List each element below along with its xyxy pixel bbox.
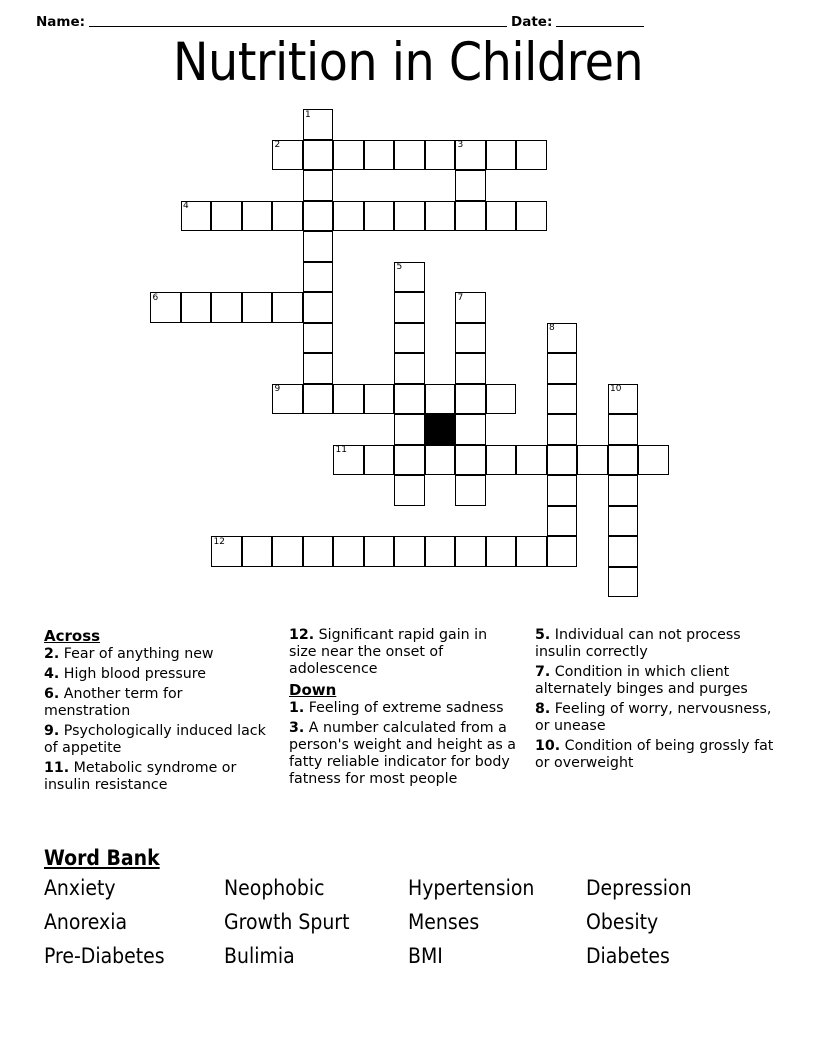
crossword-cell[interactable] [455, 353, 486, 384]
crossword-cell[interactable] [486, 140, 517, 171]
down-heading: Down [289, 681, 337, 699]
crossword-cell[interactable] [394, 201, 425, 232]
crossword-cell[interactable] [333, 201, 364, 232]
crossword-cell[interactable] [211, 292, 242, 323]
clue-across-6[interactable] [44, 686, 271, 720]
clue-across-4[interactable] [44, 666, 271, 683]
clue-text: Condition of being grossly fat or overweight [535, 738, 774, 771]
clue-column-left [44, 627, 289, 797]
clue-number: 9. [44, 723, 60, 739]
clues-section [44, 627, 780, 797]
crossword-cell[interactable] [516, 445, 547, 476]
clue-number: 2. [44, 646, 60, 662]
crossword-cell[interactable] [547, 353, 578, 384]
crossword-cell[interactable] [547, 506, 578, 537]
crossword-cell[interactable] [425, 140, 456, 171]
crossword-cell[interactable] [303, 536, 334, 567]
crossword-cell[interactable] [547, 445, 578, 476]
clue-number: 1. [289, 700, 305, 716]
crossword-cell-number: 4 [183, 201, 189, 211]
word-bank-item[interactable]: Neophobic [224, 876, 325, 900]
clue-down-3[interactable] [289, 720, 517, 788]
clue-text: Another term for menstration [44, 686, 183, 719]
crossword-cell[interactable] [333, 140, 364, 171]
crossword-cell[interactable] [608, 445, 639, 476]
crossword-cell[interactable] [394, 414, 425, 445]
crossword-cell[interactable] [211, 201, 242, 232]
crossword-cell[interactable] [272, 140, 303, 171]
crossword-cell-number: 7 [457, 292, 464, 303]
clue-text: Psychologically induced lack of appetite [44, 723, 266, 756]
crossword-cell[interactable] [547, 475, 578, 506]
clue-column-middle [289, 627, 535, 791]
crossword-cell[interactable] [455, 292, 486, 323]
word-bank-item[interactable]: Bulimia [224, 944, 295, 968]
crossword-cell[interactable] [455, 414, 486, 445]
crossword-cell[interactable] [333, 536, 364, 567]
clue-text: Individual can not process insulin correctly [535, 627, 741, 660]
crossword-cell[interactable] [394, 292, 425, 323]
clue-down-5[interactable] [535, 627, 780, 661]
crossword-cell[interactable] [516, 201, 547, 232]
word-bank-item[interactable]: Menses [408, 910, 480, 934]
crossword-cell[interactable] [608, 506, 639, 537]
word-bank-item[interactable]: Depression [586, 876, 692, 900]
word-bank-item[interactable]: Anorexia [44, 910, 128, 934]
crossword-cell[interactable] [608, 536, 639, 567]
crossword-cell[interactable] [547, 414, 578, 445]
crossword-cell[interactable] [455, 445, 486, 476]
word-bank-item[interactable]: Growth Spurt [224, 910, 350, 934]
crossword-cell[interactable] [547, 323, 578, 354]
crossword-cell[interactable] [608, 475, 639, 506]
crossword-cell[interactable] [425, 445, 456, 476]
crossword-cell[interactable] [516, 536, 547, 567]
crossword-cell[interactable] [394, 384, 425, 415]
clue-number: 6. [44, 686, 60, 702]
crossword-cell[interactable] [364, 536, 395, 567]
crossword-cell[interactable] [150, 292, 181, 323]
crossword-cell[interactable] [638, 445, 669, 476]
date-label: Date: [511, 14, 553, 30]
word-bank-list [44, 874, 784, 971]
crossword-cell-number: 2 [274, 140, 281, 150]
clue-across-12[interactable] [289, 627, 517, 678]
crossword-cell[interactable] [486, 536, 517, 567]
crossword-cell[interactable] [364, 140, 395, 171]
clue-down-7[interactable] [535, 664, 780, 698]
crossword-cell[interactable] [333, 384, 364, 415]
crossword-cell[interactable] [455, 323, 486, 354]
clue-number: 10. [535, 738, 561, 754]
clue-text: Condition in which client alternately binges and purges [535, 664, 748, 697]
crossword-cell[interactable] [303, 201, 334, 232]
crossword-cell[interactable] [394, 262, 425, 293]
clue-number: 11. [44, 760, 70, 776]
word-bank-item[interactable]: Hypertension [408, 876, 535, 900]
crossword-cell[interactable] [455, 536, 486, 567]
word-bank-item[interactable]: Diabetes [586, 944, 670, 968]
crossword-cell[interactable] [577, 445, 608, 476]
word-bank-item[interactable]: Anxiety [44, 876, 116, 900]
crossword-cell[interactable] [608, 384, 639, 415]
crossword-cell[interactable] [303, 384, 334, 415]
crossword-cell[interactable] [272, 292, 303, 323]
crossword-cell[interactable] [242, 292, 273, 323]
clue-number: 3. [289, 720, 305, 736]
crossword-cell-number: 11 [335, 445, 347, 455]
crossword-cell-number: 10 [610, 384, 622, 394]
crossword-cell[interactable] [486, 445, 517, 476]
clue-text: A number calculated from a person's weight and height as a fatty reliable indicator for body fatness for most people [289, 720, 516, 787]
crossword-cell[interactable] [425, 201, 456, 232]
crossword-cell[interactable] [394, 475, 425, 506]
word-bank-heading: Word Bank [44, 846, 160, 870]
crossword-cell[interactable] [364, 445, 395, 476]
crossword-cell[interactable] [303, 231, 334, 262]
clue-number: 4. [44, 666, 60, 682]
crossword-cell-number: 12 [213, 536, 225, 547]
clue-text: Feeling of worry, nervousness, or unease [535, 701, 772, 734]
crossword-cell[interactable] [272, 201, 303, 232]
crossword-cell[interactable] [394, 536, 425, 567]
crossword-cell[interactable] [455, 475, 486, 506]
crossword-cell[interactable] [303, 323, 334, 354]
crossword-cell[interactable] [394, 445, 425, 476]
crossword-cell[interactable] [303, 262, 334, 293]
clue-text: Feeling of extreme sadness [308, 700, 504, 716]
clue-number: 5. [535, 627, 551, 643]
crossword-cell[interactable] [364, 384, 395, 415]
crossword-cell-number: 9 [274, 384, 281, 394]
crossword-cell-number: 1 [305, 109, 311, 120]
crossword-blocked-cell [425, 414, 456, 445]
page-title: Nutrition in Children [172, 32, 644, 93]
crossword-cell[interactable] [608, 414, 639, 445]
crossword-cell[interactable] [425, 384, 456, 415]
crossword-cell[interactable] [486, 384, 517, 415]
clue-down-10[interactable] [535, 738, 780, 772]
clue-down-8[interactable] [535, 701, 780, 735]
crossword-cell[interactable] [303, 170, 334, 201]
crossword-cell[interactable] [211, 536, 242, 567]
crossword-cell[interactable] [364, 201, 395, 232]
crossword-cell[interactable] [486, 201, 517, 232]
crossword-cell[interactable] [425, 536, 456, 567]
crossword-cell[interactable] [394, 140, 425, 171]
clue-text: Metabolic syndrome or insulin resistance [44, 760, 237, 793]
clue-number: 8. [535, 701, 551, 717]
crossword-cell[interactable] [455, 201, 486, 232]
clue-number: 7. [535, 664, 551, 680]
crossword-cell[interactable] [394, 353, 425, 384]
crossword-cell[interactable] [181, 292, 212, 323]
crossword-cell[interactable] [272, 384, 303, 415]
word-bank-item[interactable]: Obesity [586, 910, 659, 934]
clue-text: Significant rapid gain in size near the onset of adolescence [289, 627, 488, 677]
crossword-cell[interactable] [303, 109, 334, 140]
crossword-cell[interactable] [547, 536, 578, 567]
clue-text: Fear of anything new [63, 646, 214, 662]
name-label: Name: [36, 14, 86, 30]
crossword-cell[interactable] [181, 201, 212, 232]
crossword-cell[interactable] [303, 292, 334, 323]
crossword-cell-number: 3 [457, 140, 464, 150]
crossword-cell-number: 5 [396, 262, 403, 272]
crossword-cell[interactable] [547, 384, 578, 415]
crossword-cell-number: 8 [549, 323, 555, 333]
word-bank-item[interactable]: BMI [408, 944, 443, 968]
clue-number: 12. [289, 627, 315, 643]
word-bank-section [44, 845, 784, 971]
word-bank-item[interactable]: Pre-Diabetes [44, 944, 165, 968]
clue-across-9[interactable] [44, 723, 271, 757]
crossword-cell[interactable] [455, 170, 486, 201]
crossword-cell[interactable] [455, 140, 486, 171]
crossword-cell[interactable] [242, 536, 273, 567]
clue-across-2[interactable] [44, 646, 271, 663]
crossword-cell[interactable] [242, 201, 273, 232]
crossword-cell[interactable] [272, 536, 303, 567]
across-heading: Across [44, 627, 101, 645]
clue-across-11[interactable] [44, 760, 271, 794]
crossword-cell-number: 6 [152, 292, 159, 303]
crossword-cell[interactable] [333, 445, 364, 476]
crossword-cell[interactable] [516, 140, 547, 171]
clue-text: High blood pressure [63, 666, 207, 682]
crossword-cell[interactable] [303, 353, 334, 384]
crossword-cell[interactable] [455, 384, 486, 415]
crossword-cell[interactable] [608, 567, 639, 598]
clue-down-1[interactable] [289, 700, 517, 717]
clue-column-right [535, 627, 780, 775]
crossword-cell[interactable] [394, 323, 425, 354]
crossword-cell[interactable] [303, 140, 334, 171]
